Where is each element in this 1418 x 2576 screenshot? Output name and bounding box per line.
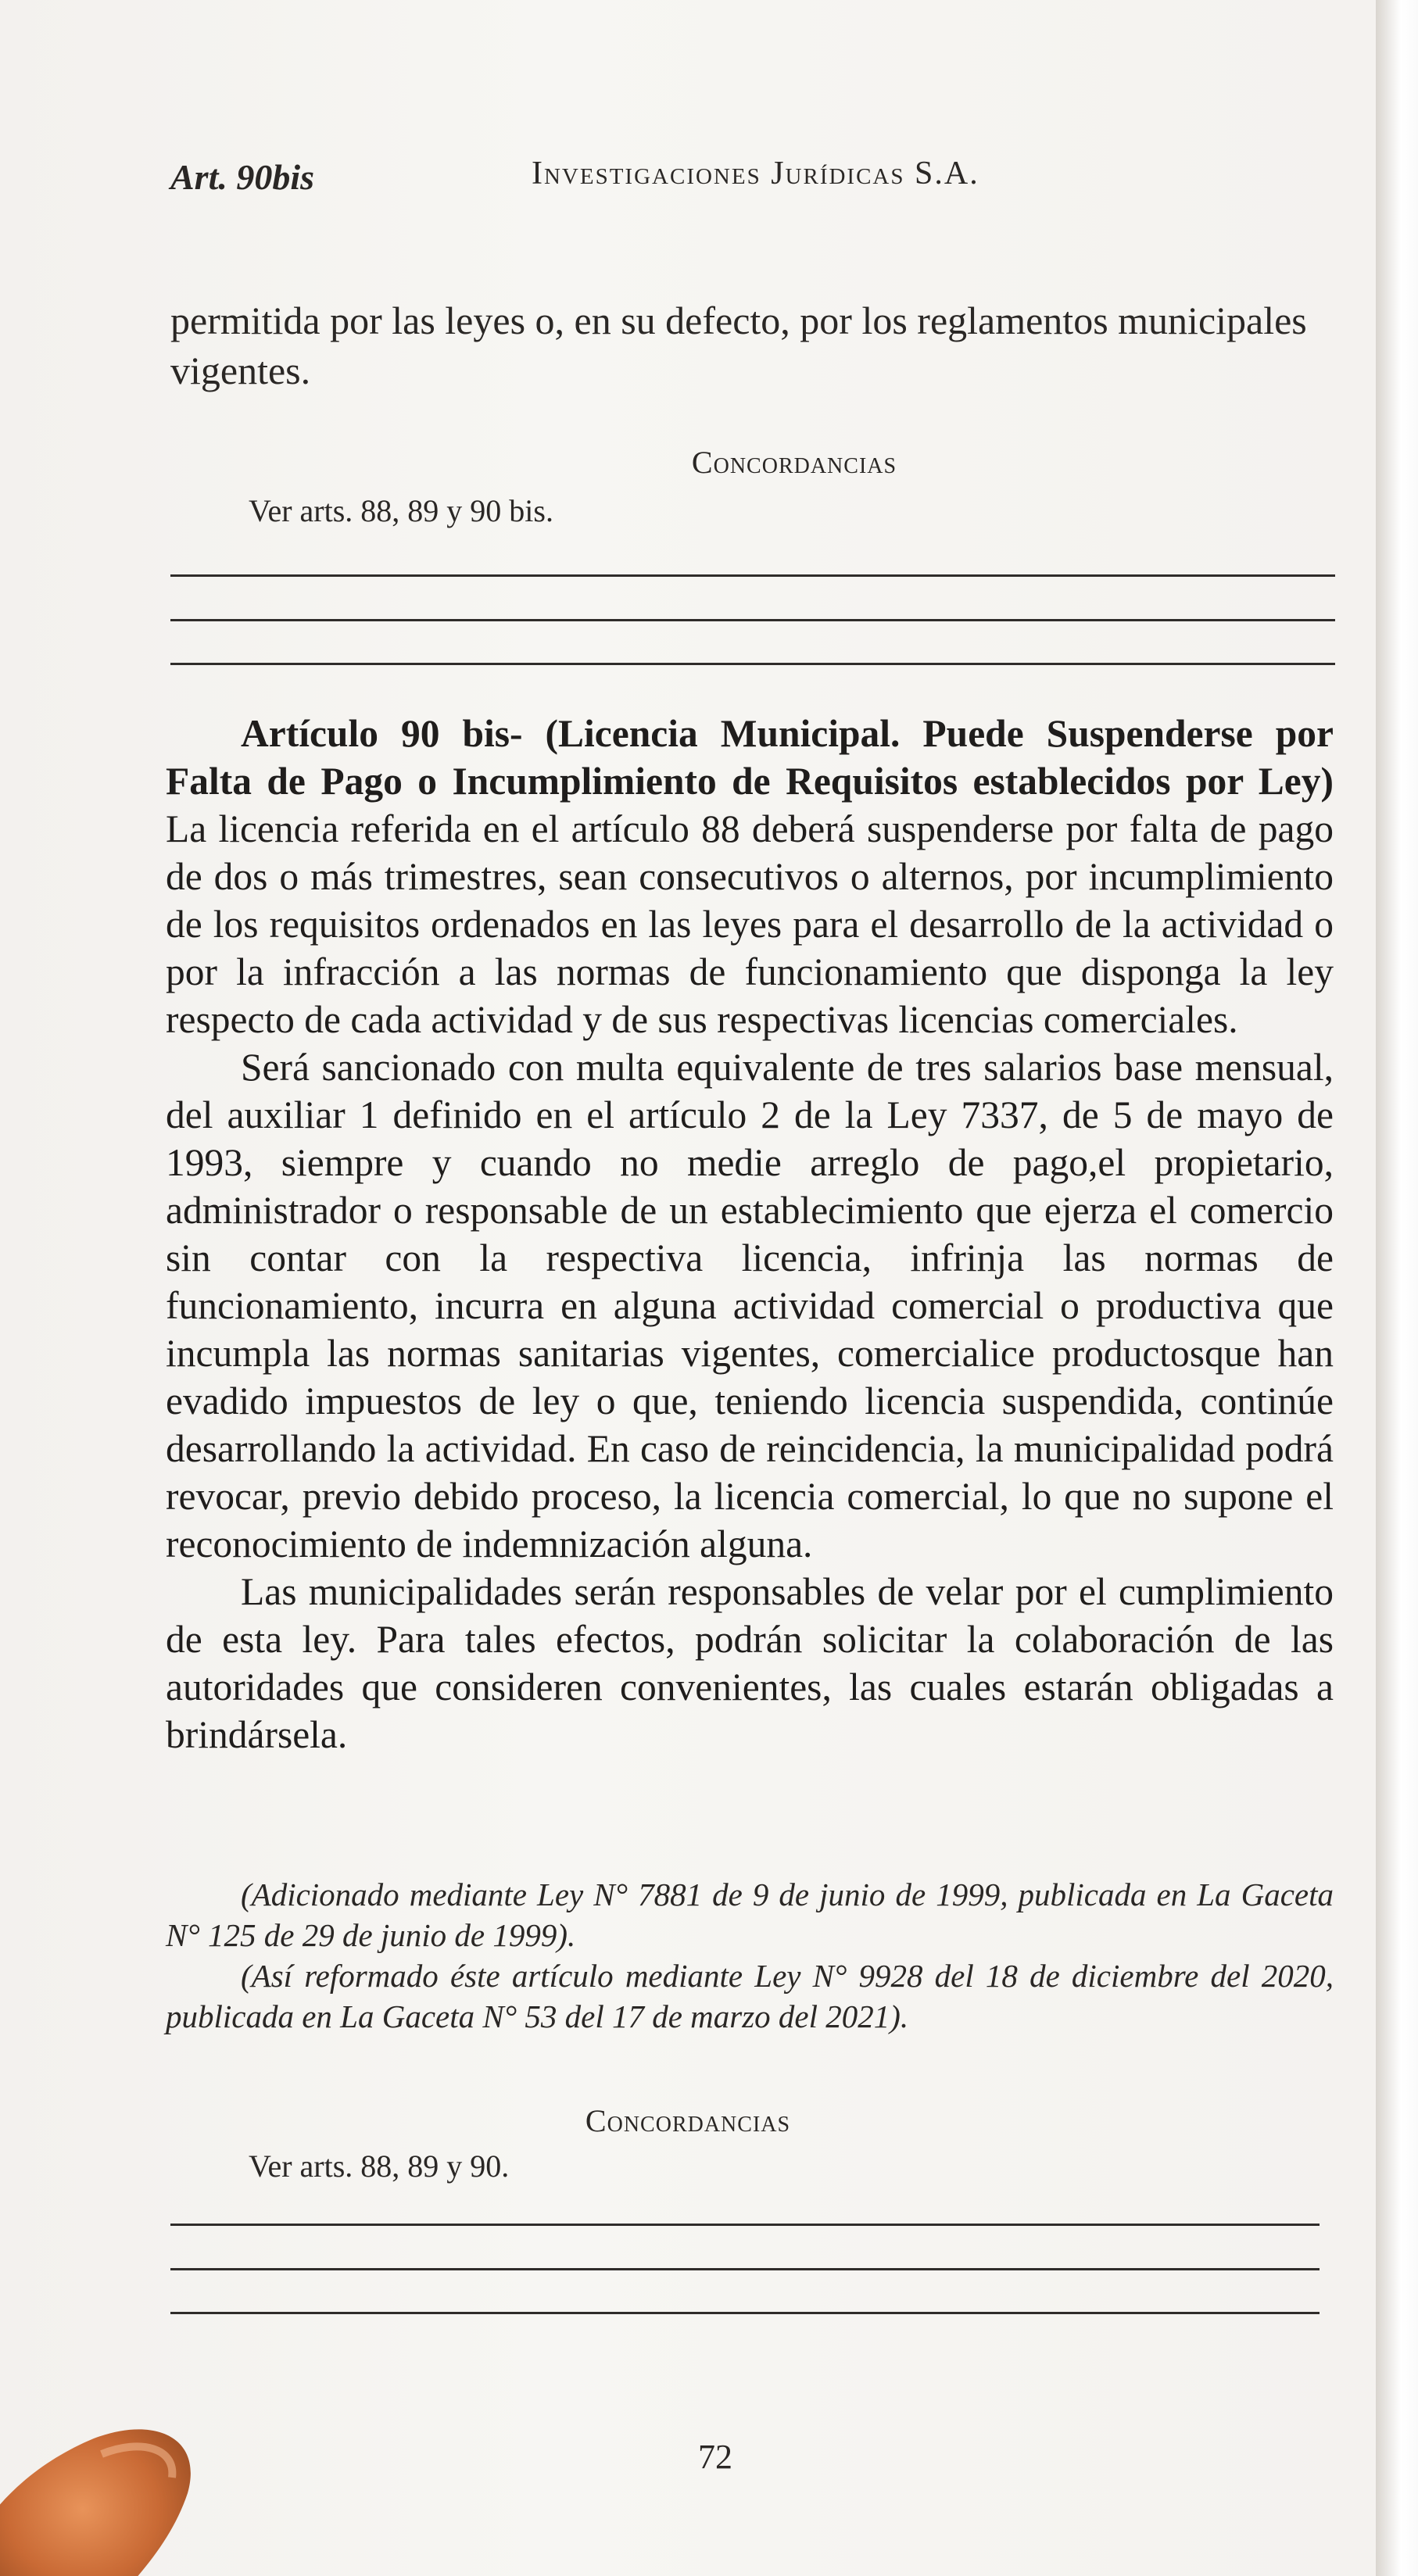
- legislative-note: (Así reformado éste artículo mediante Ley N° 9928 del 18 de diciembre del 2020, publicada en La Gaceta N° 53 del 17 de marzo del 2021).: [166, 1958, 1334, 2034]
- concordancias-heading: Concordancias: [691, 445, 897, 480]
- note-line: [170, 574, 1335, 577]
- continued-paragraph: permitida por las leyes o, en su defecto, por los reglamentos municipales vigentes.: [170, 299, 1307, 392]
- page-number: 72: [698, 2438, 732, 2476]
- thumb-image: [0, 2157, 281, 2576]
- note-line: [170, 2268, 1320, 2270]
- running-head-publisher: Investigaciones Jurídicas S.A.: [532, 156, 979, 191]
- article-heading: Artículo 90 bis- (Licencia Municipal. Puede Suspenderse por Falta de Pago o Incumplimiento de Requisitos establecidos por Ley): [166, 712, 1334, 803]
- article-paragraph: Será sancionado con multa equivalente de tres salarios base mensual, del auxiliar 1 definido en el artículo 2 de la Ley 7337, de 5 de mayo de 1993, siempre y cuando no medie arreglo de pago,el propietario, administrador o responsable de un establecimiento que ejerza el comercio sin contar con la respectiva licencia, infrinja las normas de funcionamiento, incurra en alguna actividad comercial o productiva que incumpla las normas sanitarias vigentes, comercialice productosque han evadido impuestos de ley o que, teniendo licencia suspendida, continúe desarrollando la actividad. En caso de reincidencia, la municipalidad podrá revocar, previo debido proceso, la licencia comercial, lo que no supone el reconocimiento de indemnización alguna.: [166, 1046, 1334, 1565]
- article-90bis: [166, 710, 1334, 1758]
- article-paragraph: Las municipalidades serán responsables de velar por el cumplimiento de esta ley. Para tales efectos, podrán solicitar la colaboración de las autoridades que consideren convenientes, las cuales estarán obligadas a brindársela.: [166, 1570, 1334, 1756]
- legislative-notes: [166, 1874, 1334, 2037]
- concordancias-references: Ver arts. 88, 89 y 90 bis.: [249, 493, 553, 528]
- concordancias-references: Ver arts. 88, 89 y 90.: [249, 2148, 510, 2184]
- page-edge: [1376, 0, 1418, 2576]
- note-line: [170, 2312, 1320, 2314]
- note-line: [170, 2224, 1320, 2226]
- note-line: [170, 663, 1335, 665]
- legislative-note: (Adicionado mediante Ley N° 7881 de 9 de junio de 1999, publicada en La Gaceta N° 125 de 29 de junio de 1999).: [166, 1877, 1334, 1953]
- running-head-article: Art. 90bis: [170, 157, 315, 197]
- article-paragraph-text: La licencia referida en el artículo 88 deberá suspenderse por falta de pago de dos o más trimestres, sean consecutivos o alternos, por incumplimiento de los requisitos ordenados en las leyes para el desarrollo de la actividad o por la infracción a las normas de funcionamiento que disponga la ley respecto de cada actividad y de sus respectivas licencias comerciales.: [166, 807, 1334, 1041]
- note-line: [170, 619, 1335, 621]
- article-paragraph: [166, 710, 1334, 1043]
- concordancias-heading: Concordancias: [585, 2103, 791, 2138]
